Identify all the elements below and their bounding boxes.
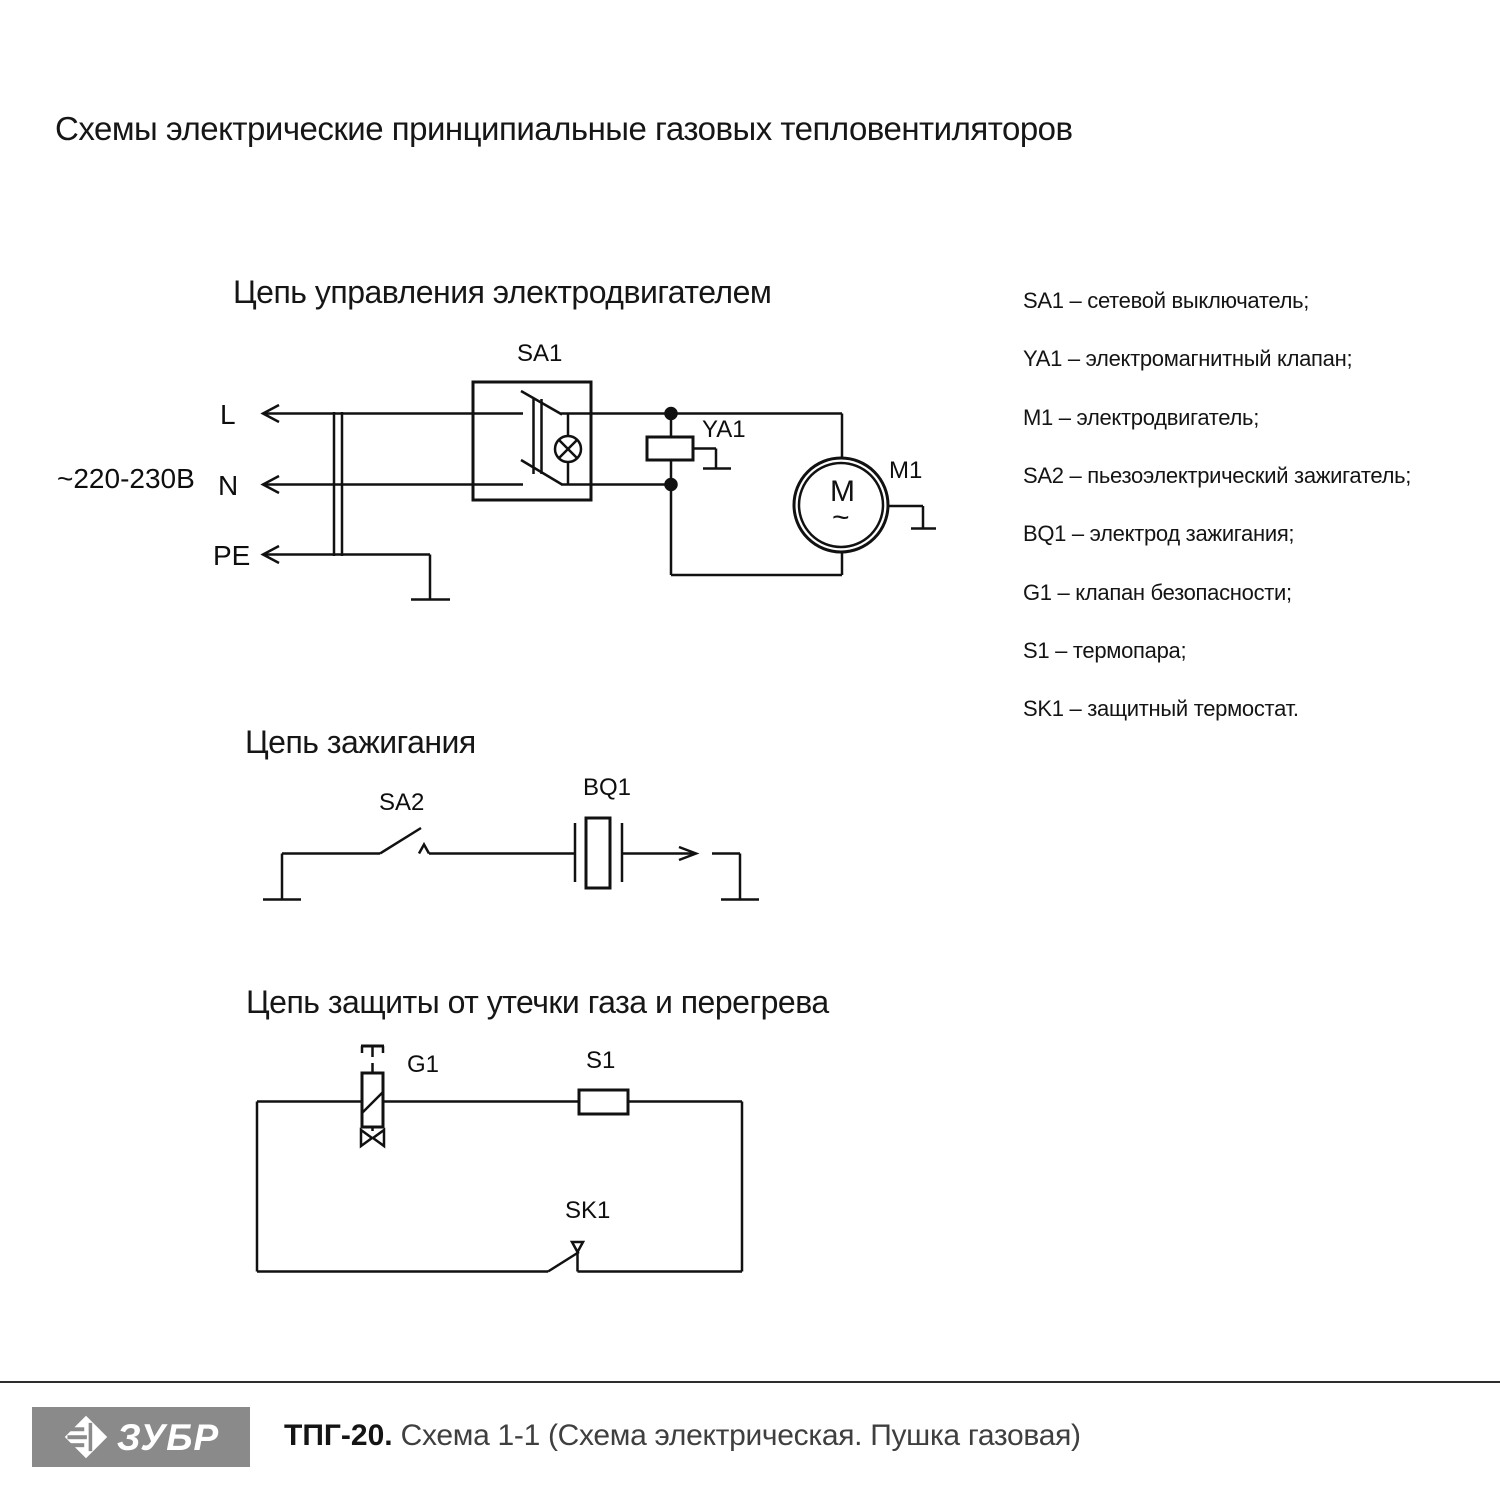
voltage-label: ~220-230В [57,463,195,494]
sa2-label: SA2 [379,789,425,816]
bq1-electrode-symbol [575,818,622,888]
caption-text: Схема 1-1 (Схема электрическая. Пушка газовая) [400,1419,1081,1452]
left-ground-icon [263,854,301,900]
legend-item-g1: G1 – клапан безопасности; [1023,580,1292,605]
ignition-circuit-title: Цепь зажигания [245,724,476,760]
bq1-label: BQ1 [583,774,632,801]
sa1-switch-symbol [473,382,591,500]
sheet-title: Схемы электрические принципиальные газовых тепловентиляторов [55,110,1073,147]
ya1-label: YA1 [702,416,746,443]
lamp-icon [555,415,581,485]
model-number: ТПГ-20. [284,1419,393,1452]
footer-caption [284,1419,1081,1453]
ya1-ground-icon [693,449,731,469]
g1-label: G1 [407,1051,440,1078]
legend-item-bq1: BQ1 – электрод зажигания; [1023,521,1295,546]
m1-label: M1 [889,457,923,484]
protection-circuit-title: Цепь защиты от утечки газа и перегрева [246,984,829,1020]
motor-ground-icon [888,506,936,529]
right-ground-icon [712,854,759,900]
footer-divider [0,1381,1500,1383]
motor-letter: M [830,475,855,508]
protection-circuit-drawing [257,1046,742,1272]
legend-item-m1: M1 – электродвигатель; [1023,405,1260,430]
g1-safety-valve-symbol [361,1046,384,1146]
sk1-thermostat-symbol [548,1242,583,1272]
control-circuit-title: Цепь управления электродвигателем [233,274,772,310]
supply-terminal-arrows [263,405,523,563]
legend-item-s1: S1 – термопара; [1023,638,1187,663]
legend-item-sk1: SK1 – защитный термостат. [1023,696,1299,721]
ignition-circuit-drawing [263,818,759,900]
terminal-pe-label: PE [213,540,251,571]
legend-item-sa2: SA2 – пьезоэлектрический зажигатель; [1023,463,1412,488]
zubr-diamond-icon [63,1414,109,1460]
legend-item-sa1: SA1 – сетевой выключатель; [1023,288,1310,313]
sa2-switch-symbol [380,828,429,854]
pe-ground-icon [411,555,450,600]
s1-label: S1 [586,1047,616,1074]
zubr-logo-text: ЗУБР [116,1416,220,1458]
terminal-l-label: L [220,399,236,430]
motor-ac-symbol: ~ [832,501,850,534]
m1-motor-symbol [794,414,936,576]
sa1-label: SA1 [517,340,563,367]
terminal-n-label: N [218,470,239,501]
s1-thermocouple-symbol [579,1090,628,1114]
zubr-logo [32,1407,250,1467]
sk1-label: SK1 [565,1197,611,1224]
legend-item-ya1: YA1 – электромагнитный клапан; [1023,346,1353,371]
